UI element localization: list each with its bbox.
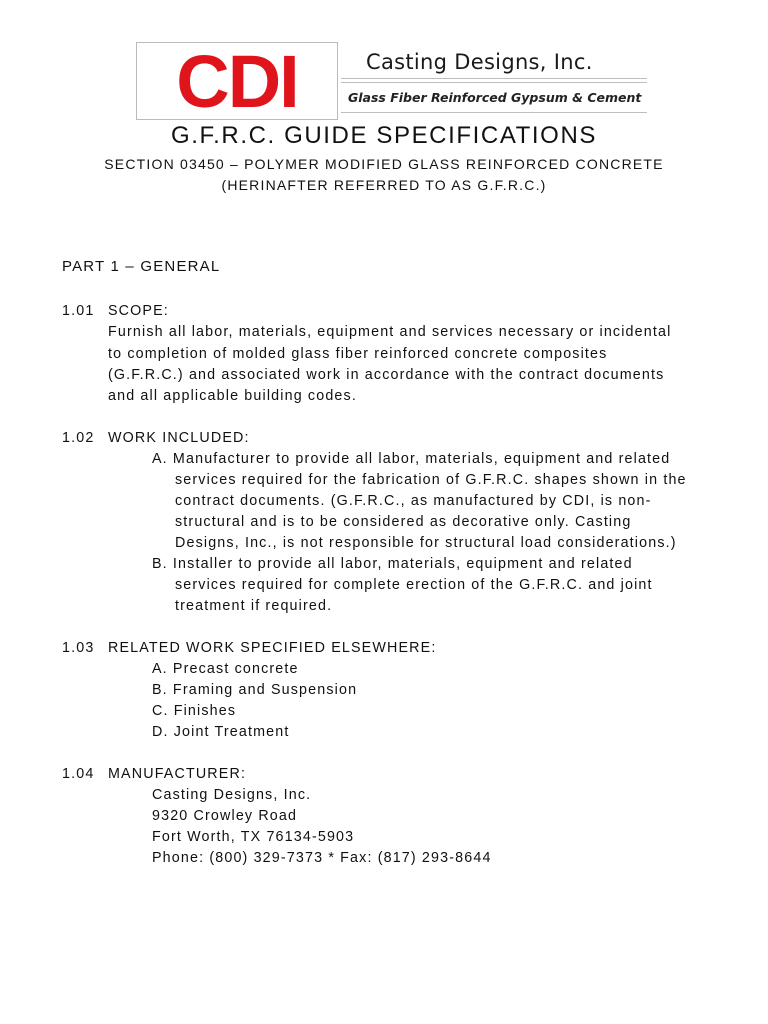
list-item: A. Precast concrete — [152, 661, 299, 677]
paragraph-line: Furnish all labor, materials, equipment and services necessary or incidental — [108, 324, 672, 340]
address-line: Casting Designs, Inc. — [152, 787, 312, 803]
logo-company-name: Casting Designs, Inc. — [366, 50, 593, 74]
section-number: 1.03 — [62, 640, 95, 656]
section-heading: MANUFACTURER: — [108, 766, 247, 782]
logo-cdi-letters: CDI — [176, 47, 298, 117]
list-item: B. Framing and Suspension — [152, 682, 358, 698]
list-item: C. Finishes — [152, 703, 237, 719]
part-heading: PART 1 – GENERAL — [62, 258, 221, 275]
logo-divider — [341, 82, 647, 83]
address-line: 9320 Crowley Road — [152, 808, 298, 824]
cdi-logo-graphic — [143, 47, 331, 117]
section-subtitle-note: (HERINAFTER REFERRED TO AS G.F.R.C.) — [221, 177, 547, 193]
section-heading: SCOPE: — [108, 303, 169, 319]
section-number: 1.02 — [62, 430, 95, 446]
document-title: G.F.R.C. GUIDE SPECIFICATIONS — [171, 122, 597, 149]
list-item-line: services required for the fabrication of G.F.R.C. shapes shown in the — [175, 472, 687, 488]
paragraph-line: and all applicable building codes. — [108, 388, 357, 404]
section-heading: RELATED WORK SPECIFIED ELSEWHERE: — [108, 640, 437, 656]
section-heading: WORK INCLUDED: — [108, 430, 250, 446]
logo-tagline: Glass Fiber Reinforced Gypsum & Cement — [348, 90, 642, 105]
list-item: D. Joint Treatment — [152, 724, 290, 740]
company-logo — [136, 42, 648, 120]
list-item-line: treatment if required. — [175, 598, 333, 614]
cdi-logo-mark — [136, 42, 338, 120]
section-number: 1.01 — [62, 303, 95, 319]
logo-divider — [341, 112, 647, 113]
section-subtitle: SECTION 03450 – POLYMER MODIFIED GLASS REINFORCED CONCRETE — [104, 156, 664, 172]
list-item-line: services required for complete erection of the G.F.R.C. and joint — [175, 577, 653, 593]
list-item-line: Designs, Inc., is not responsible for structural load considerations.) — [175, 535, 677, 551]
section-number: 1.04 — [62, 766, 95, 782]
list-item-line: B. Installer to provide all labor, materials, equipment and related — [152, 556, 633, 572]
list-item-line: A. Manufacturer to provide all labor, materials, equipment and related — [152, 451, 671, 467]
contact-line: Phone: (800) 329-7373 * Fax: (817) 293-8644 — [152, 850, 492, 866]
paragraph-line: (G.F.R.C.) and associated work in accordance with the contract documents — [108, 367, 665, 383]
paragraph-line: to completion of molded glass fiber reinforced concrete composites — [108, 346, 608, 362]
address-line: Fort Worth, TX 76134-5903 — [152, 829, 355, 845]
list-item-line: contract documents. (G.F.R.C., as manufactured by CDI, is non- — [175, 493, 652, 509]
list-item-line: structural and is to be considered as decorative only. Casting — [175, 514, 632, 530]
logo-divider — [341, 78, 647, 79]
